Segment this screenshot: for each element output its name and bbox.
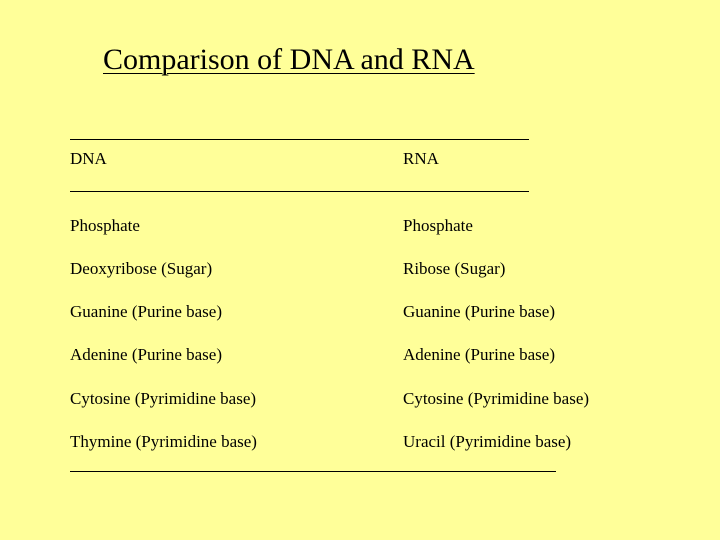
row-rna-adenine: Adenine (Purine base) — [403, 345, 556, 364]
header-top-rule — [70, 139, 529, 140]
row-rna-phosphate: Phosphate — [403, 216, 473, 235]
header-dna: DNA — [70, 149, 107, 168]
row-rna-uracil: Uracil (Pyrimidine base) — [403, 432, 572, 451]
row-dna-adenine: Adenine (Purine base) — [70, 345, 223, 364]
row-dna-thymine: Thymine (Pyrimidine base) — [70, 432, 257, 451]
row-dna-guanine: Guanine (Purine base) — [70, 302, 223, 321]
slide-title: Comparison of DNA and RNA — [103, 43, 475, 76]
row-rna-guanine: Guanine (Purine base) — [403, 302, 556, 321]
header-bottom-rule — [70, 191, 529, 192]
row-rna-cytosine: Cytosine (Pyrimidine base) — [403, 389, 590, 408]
row-dna-cytosine: Cytosine (Pyrimidine base) — [70, 389, 257, 408]
header-rna: RNA — [403, 149, 439, 168]
row-rna-sugar: Ribose (Sugar) — [403, 259, 506, 278]
row-dna-phosphate: Phosphate — [70, 216, 140, 235]
table-bottom-rule — [70, 471, 556, 472]
row-dna-sugar: Deoxyribose (Sugar) — [70, 259, 213, 278]
